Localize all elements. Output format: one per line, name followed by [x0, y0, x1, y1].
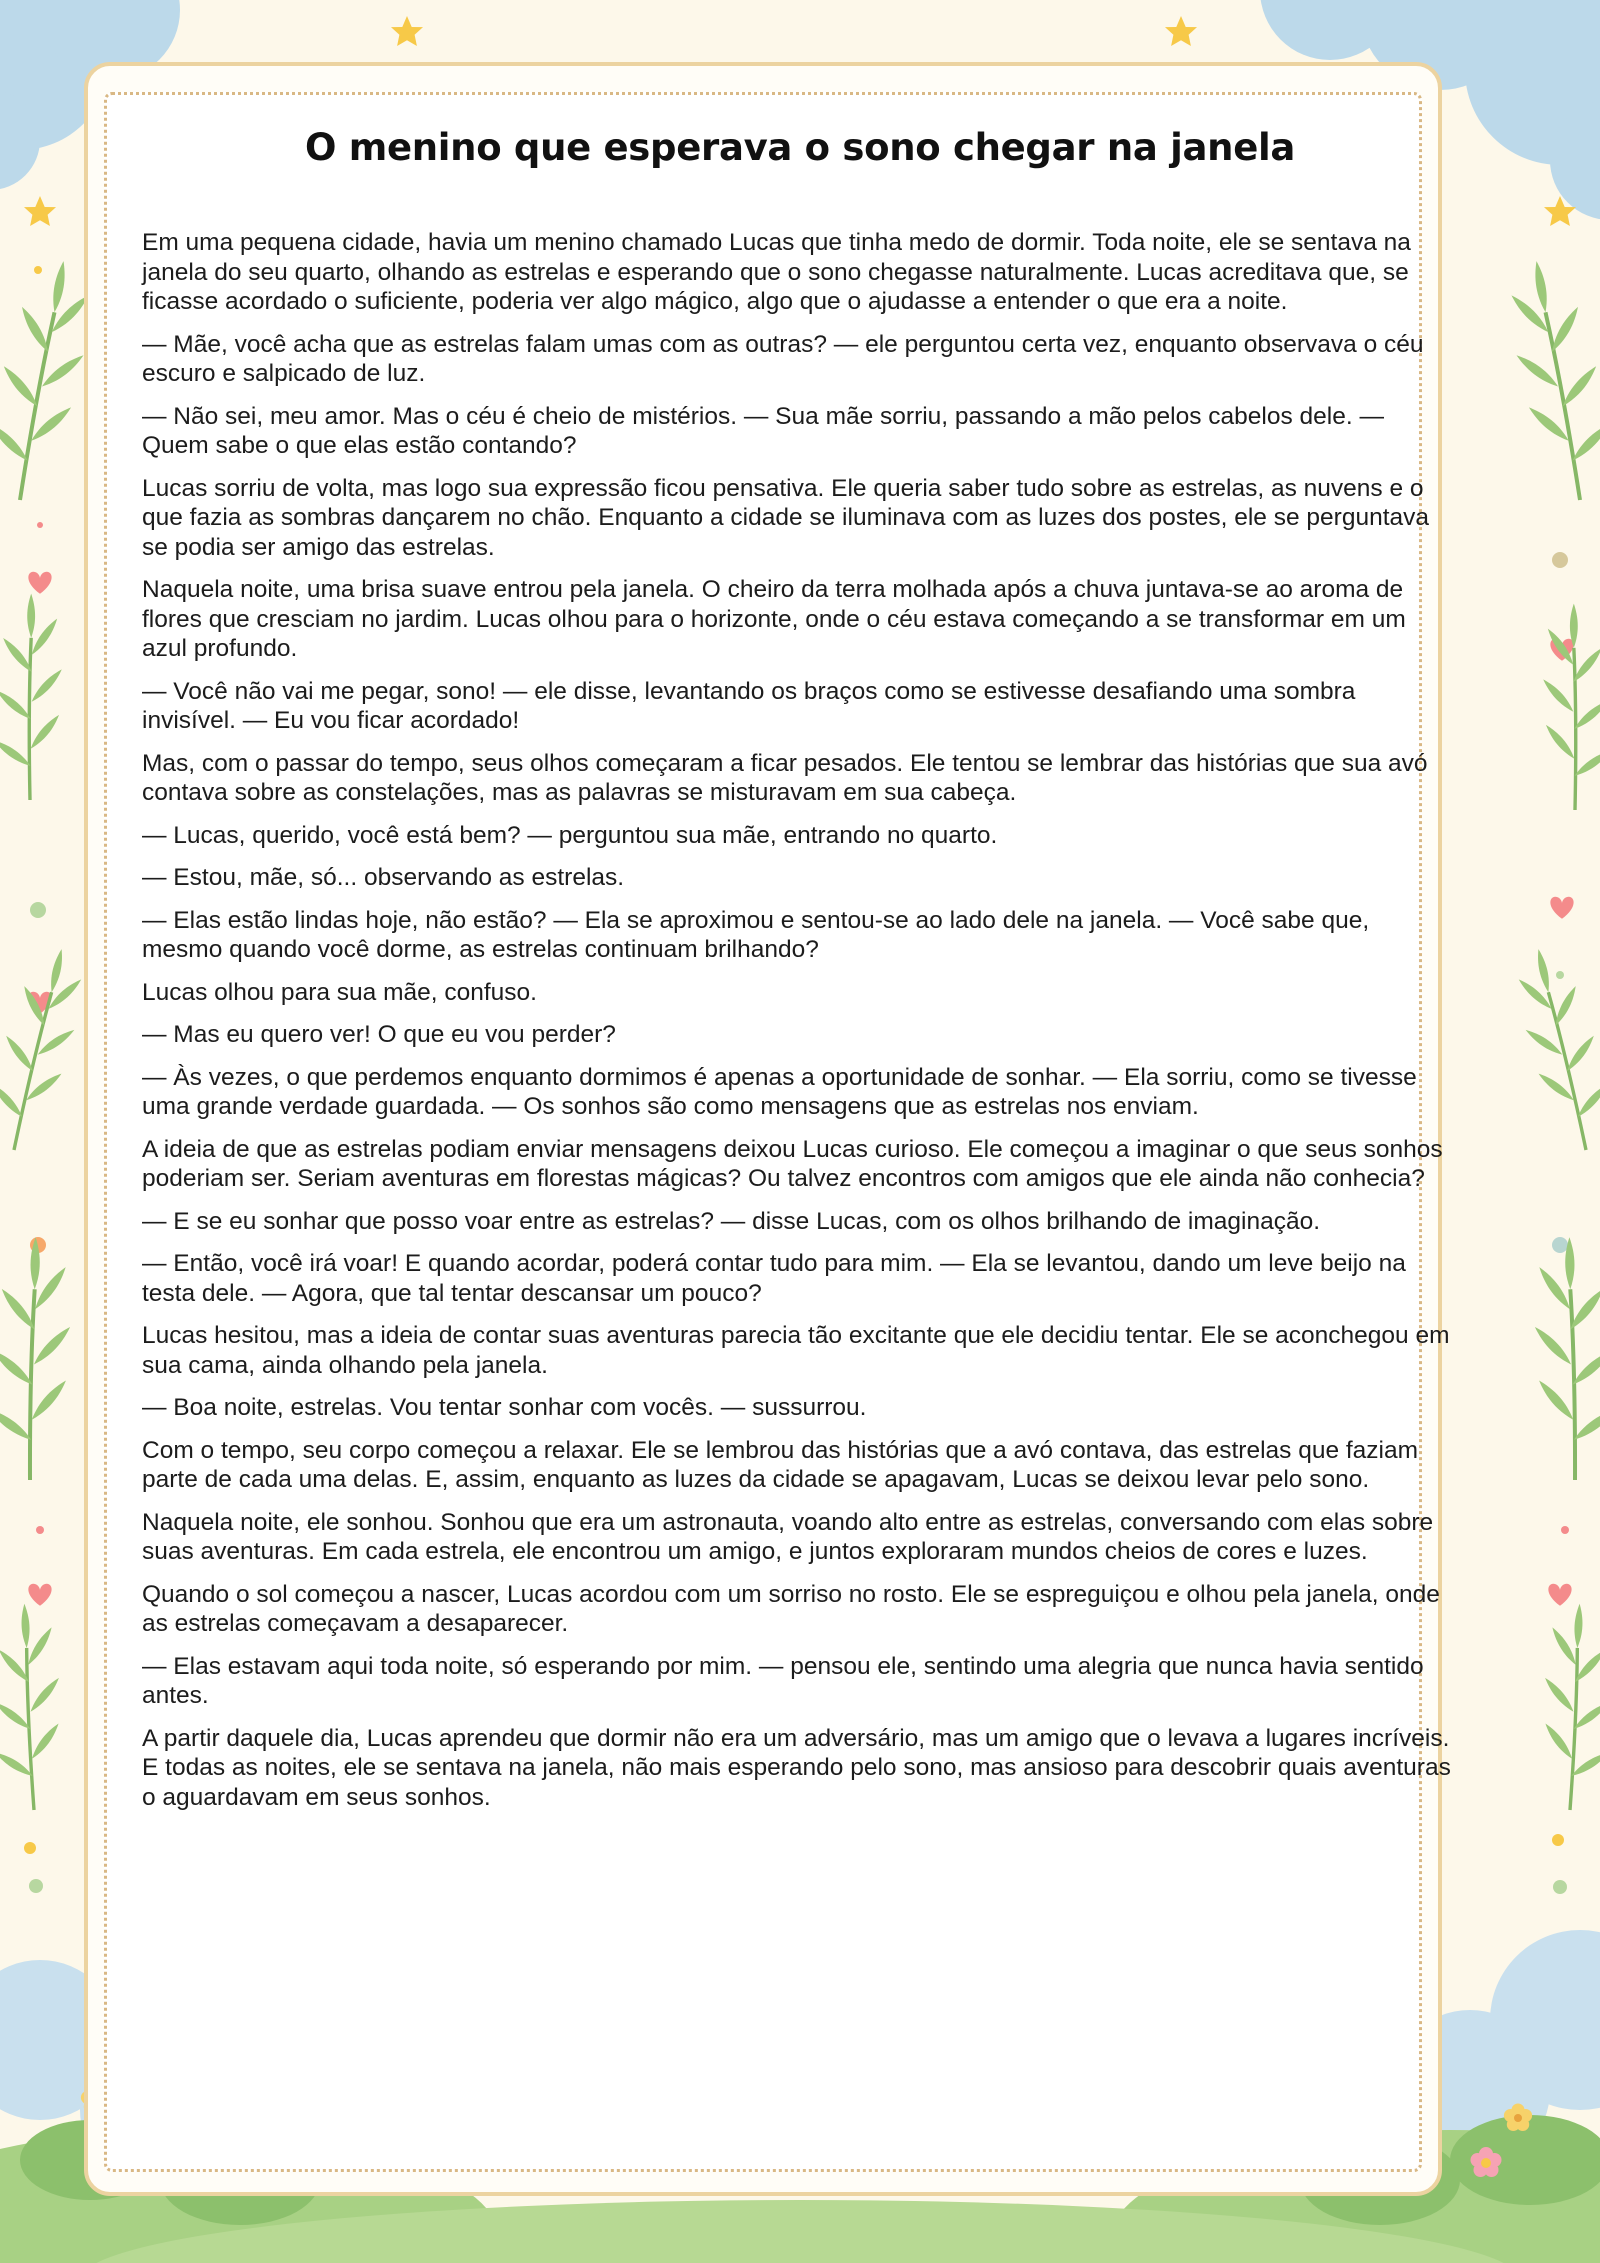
paragraph: Naquela noite, uma brisa suave entrou pela janela. O cheiro da terra molhada após a chuva juntava-se ao aroma de flores que cresciam no jardim. Lucas olhou para o horizonte, onde o céu estava começando a se transformar em um azul profundo. [142, 576, 1406, 662]
paragraph: Lucas sorriu de volta, mas logo sua expressão ficou pensativa. Ele queria saber tudo sobre as estrelas, as nuvens e o que fazia as sombras dançarem no chão. Enquanto a cidade se iluminava com as luzes dos postes, ele se perguntava se podia ser amigo das estrelas. [142, 474, 1430, 561]
leaf-sprig-icon [1521, 1235, 1600, 1483]
leaf-sprig-icon [1505, 255, 1600, 504]
paragraph: Quando o sol começou a nascer, Lucas acordou com um sorriso no rosto. Ele se espreguiçou e olhou pela janela, onde as estrelas começavam a desaparecer. [142, 1580, 1440, 1637]
star-icon [1165, 16, 1197, 46]
leaf-sprig-icon [0, 255, 95, 504]
paragraph: — Elas estão lindas hoje, não estão? — Ela se aproximou e sentou-se ao lado dele na janela. — Você sabe que, mesmo quando você dorme, as estrelas continuam brilhando? [142, 906, 1370, 963]
star-icon [391, 16, 423, 46]
heart-icon [1548, 1584, 1571, 1606]
leaf-sprig-icon [1512, 942, 1600, 1157]
paragraph: Lucas olhou para sua mãe, confuso. [142, 978, 537, 1006]
story-title: O menino que esperava o sono chegar na janela [304, 126, 1296, 169]
paragraph: A partir daquele dia, Lucas aprendeu que dormir não era um adversário, mas um amigo que o levava a lugares incríveis. E todas as noites, ele se sentava na janela, não mais esperando pelo sono, mas ansioso para descobrir quais aventuras o aguardavam em seus sonhos. [142, 1724, 1451, 1811]
leaf-sprig-icon [1529, 601, 1600, 813]
paragraph: — Não sei, meu amor. Mas o céu é cheio de mistérios. — Sua mãe sorriu, passando a mão pelos cabelos dele. — Quem sabe o que elas estão contando? [142, 402, 1384, 459]
paragraph: Mas, com o passar do tempo, seus olhos começaram a ficar pesados. Ele tentou se lembrar das histórias que sua avó contava sobre as constelações, mas as palavras se misturavam em sua cabeça. [142, 749, 1428, 806]
heart-icon [28, 572, 51, 594]
paragraph: — Boa noite, estrelas. Vou tentar sonhar com vocês. — sussurrou. [142, 1394, 867, 1421]
paragraph: A ideia de que as estrelas podiam enviar mensagens deixou Lucas curioso. Ele começou a imaginar o que seus sonhos poderiam ser. Seriam aventuras em florestas mágicas? Ou talvez encontros com amigos que ele ainda não conhecia? [142, 1135, 1443, 1192]
paragraph: — Elas estavam aqui toda noite, só esperando por mim. — pensou ele, sentindo uma alegria que nunca havia sentido antes. [142, 1652, 1424, 1709]
paragraph: — Lucas, querido, você está bem? — perguntou sua mãe, entrando no quarto. [142, 821, 998, 849]
leaf-sprig-icon [0, 591, 76, 803]
paragraph: — Estou, mãe, só... observando as estrelas. [142, 864, 625, 891]
leaf-sprig-icon [1525, 1600, 1600, 1815]
paragraph: Lucas hesitou, mas a ideia de contar suas aventuras parecia tão excitante que ele decidiu tentar. Ele se aconchegou em sua cama, ainda olhando pela janela. [142, 1322, 1450, 1379]
paragraph: Em uma pequena cidade, havia um menino chamado Lucas que tinha medo de dormir. Toda noite, ele se sentava na janela do seu quarto, olhando as estrelas e esperando que o sono chegasse naturalmente. Lucas acreditava que, se ficasse acordado o suficiente, poderia ver algo mágico, algo que o ajudasse a entender o que era a noite. [142, 229, 1411, 315]
paragraph: — E se eu sonhar que posso voar entre as estrelas? — disse Lucas, com os olhos brilhando de imaginação. [142, 1207, 1321, 1235]
leaf-sprig-icon [0, 942, 88, 1157]
leaf-sprig-icon [0, 1235, 84, 1483]
leaf-sprig-icon [0, 1600, 79, 1815]
paragraph: Naquela noite, ele sonhou. Sonhou que era um astronauta, voando alto entre as estrelas, conversando com elas sobre suas aventuras. Em cada estrela, ele encontrou um amigo, e juntos exploraram mundos cheios de cores e luzes. [142, 1508, 1434, 1565]
paragraph: — Às vezes, o que perdemos enquanto dormimos é apenas a oportunidade de sonhar. — Ela sorriu, como se tivesse uma grande verdade guardada. — Os sonhos são como mensagens que as estrelas nos enviam. [142, 1063, 1417, 1120]
paragraph: — Então, você irá voar! E quando acordar, poderá contar tudo para mim. — Ela se levantou, dando um leve beijo na testa dele. — Agora, que tal tentar descansar um pouco? [142, 1250, 1406, 1307]
heart-icon [28, 1584, 51, 1606]
heart-icon [1550, 897, 1573, 919]
paragraph: — Mas eu quero ver! O que eu vou perder? [142, 1021, 616, 1048]
paragraph: — Mãe, você acha que as estrelas falam umas com as outras? — ele perguntou certa vez, enquanto observava o céu escuro e salpicado de luz. [142, 330, 1424, 387]
paragraph: — Você não vai me pegar, sono! — ele disse, levantando os braços como se estivesse desafiando uma sombra invisível. — Eu vou ficar acordado! [142, 677, 1356, 734]
star-icon [24, 196, 56, 226]
paragraph: Com o tempo, seu corpo começou a relaxar. Ele se lembrou das histórias que a avó contava, das estrelas que faziam parte de cada uma delas. E, assim, enquanto as luzes da cidade se apagavam, Lucas se deixou levar pelo sono. [142, 1436, 1419, 1493]
story-body [142, 228, 1452, 1825]
